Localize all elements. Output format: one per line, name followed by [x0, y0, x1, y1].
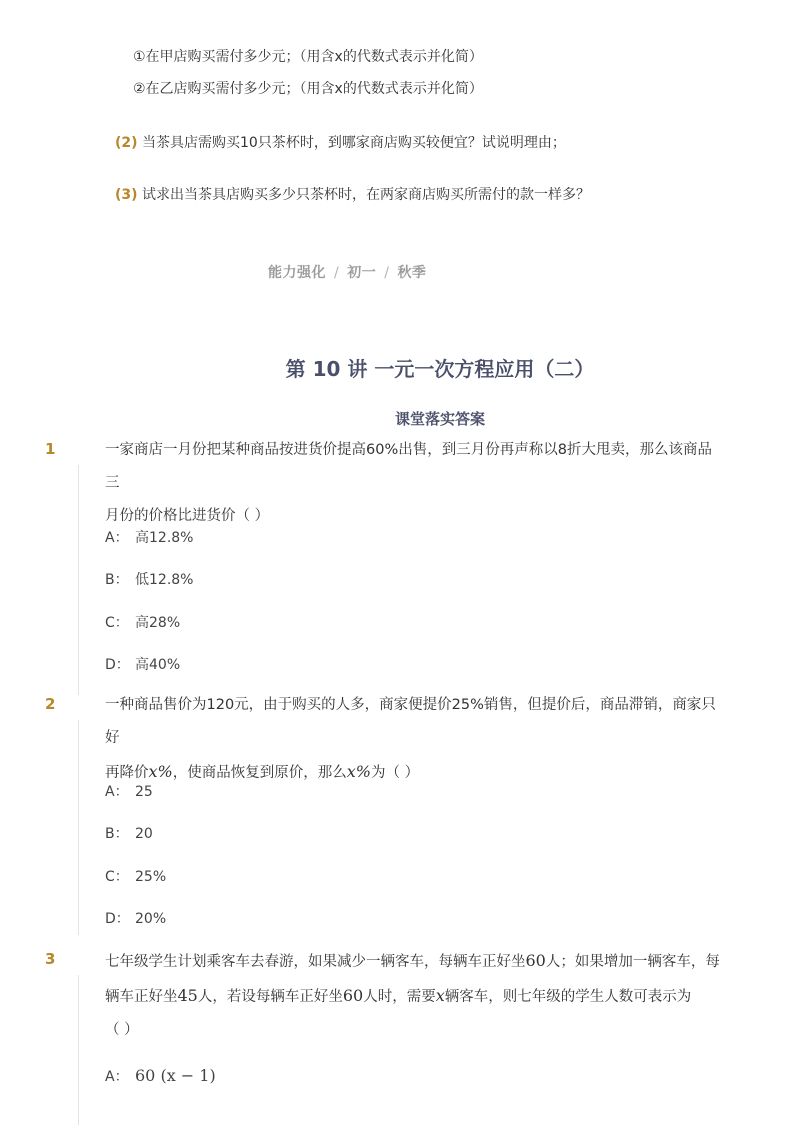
option-b[interactable]: B： 低12.8% [105, 572, 194, 588]
footer-part-3: 秋季 [397, 265, 427, 281]
option-a[interactable]: A： 高12.8% [105, 530, 194, 546]
question-1-text [105, 434, 725, 533]
question-divider [78, 975, 79, 1125]
lecture-title: 第 10 讲 一元一次方程应用（二） [285, 357, 595, 381]
part-2 [115, 132, 566, 152]
section-title: 课堂落实答案 [394, 410, 485, 428]
option-c[interactable]: C： 25% [105, 869, 167, 885]
footer-part-2: 初一 [347, 265, 377, 281]
sub-item-1: ①在甲店购买需付多少元；（用含x的代数式表示并化简） [133, 49, 483, 65]
part-text: 当茶具店需购买10只茶杯时，到哪家商店购买较便宜？试说明理由； [142, 135, 566, 151]
math-expression: 60 [342, 986, 364, 1005]
option-a[interactable]: A： 25 [105, 784, 153, 800]
question-number: 1 [45, 440, 56, 458]
option-d[interactable]: D： 高40% [105, 657, 181, 673]
question-divider [78, 720, 79, 935]
question-line: 一家商店一月份把某种商品按进货价提高60%出售，到三月份再声称以8折大甩卖，那么该商品三 [105, 442, 712, 491]
math-expression: x% [346, 762, 371, 781]
part-3 [115, 184, 590, 204]
page-footer-breadcrumb [268, 262, 426, 282]
footer-part-1: 能力强化 [268, 265, 326, 281]
question-number: 3 [45, 950, 56, 968]
question-divider [78, 465, 79, 695]
option-c[interactable]: C： 高28% [105, 615, 181, 631]
part-text: 试求出当茶具店购买多少只茶杯时，在两家商店购买所需付的款一样多？ [142, 187, 590, 203]
part-number: (2) [115, 135, 138, 151]
math-expression: 60 [525, 951, 546, 970]
math-expression: x [435, 986, 445, 1005]
question-line: 辆车正好坐45人，若设每辆车正好坐60人时，需要x辆客车，则七年级的学生人数可表示为 [105, 986, 692, 1005]
sub-item-2: ②在乙店购买需付多少元；（用含x的代数式表示并化简） [133, 81, 483, 97]
math-expression: 45 [177, 986, 198, 1005]
question-line: 七年级学生计划乘客车去春游，如果减少一辆客车，每辆车正好坐60人；如果增加一辆客车，每 [105, 951, 720, 970]
footer-separator: / [334, 265, 340, 281]
question-number: 2 [45, 695, 56, 713]
part-number: (3) [115, 187, 138, 203]
question-3-text [105, 944, 725, 1047]
question-line: （ ） [105, 1022, 139, 1038]
option-b[interactable]: B： 20 [105, 826, 153, 842]
footer-separator: / [384, 265, 390, 281]
option-d[interactable]: D： 20% [105, 911, 167, 927]
question-line: 月份的价格比进货价（ ） [105, 508, 270, 524]
math-expression: x% [148, 762, 173, 781]
question-2-text [105, 689, 725, 790]
option-a[interactable]: A： 60 (x − 1) [105, 1066, 216, 1085]
question-line: 一种商品售价为120元，由于购买的人多，商家便提价25%销售，但提价后，商品滞销，商家只好 [105, 697, 716, 746]
question-line: 再降价x%，使商品恢复到原价，那么x%为（ ） [105, 762, 420, 781]
